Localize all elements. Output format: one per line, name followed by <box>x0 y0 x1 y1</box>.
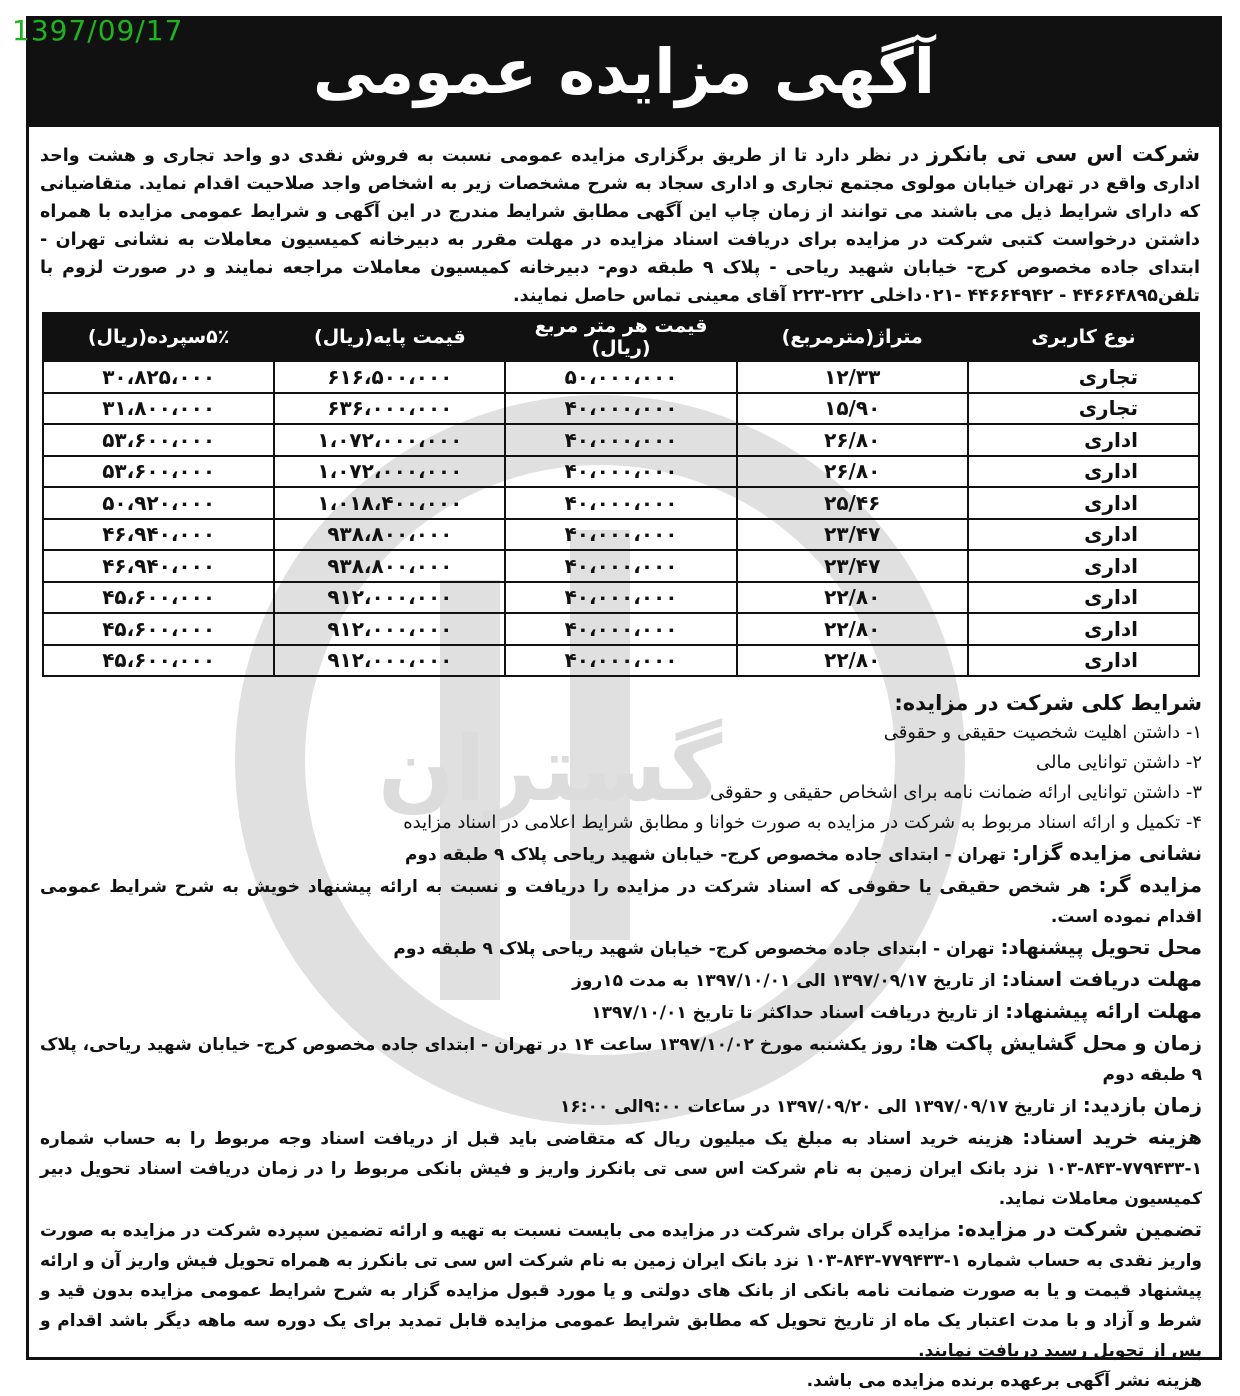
title-banner <box>29 19 1219 127</box>
guarantee-label: تضمین شرکت در مزایده: <box>956 1217 1202 1241</box>
company-name: شرکت اس سی تی بانکرز <box>926 142 1200 166</box>
docs-deadline-text: از تاریخ ۱۳۹۷/۰۹/۱۷ الی ۱۳۹۷/۱۰/۰۱ به مدت ۱۵روز <box>572 971 1002 991</box>
delivery-location <box>40 932 1202 964</box>
table-row <box>43 487 1199 519</box>
watermark-text: گستران <box>377 717 723 822</box>
cell-deposit: ۵۰،۹۲۰،۰۰۰ <box>43 487 274 519</box>
cell-base-price: ۹۱۲،۰۰۰،۰۰۰ <box>274 645 505 677</box>
cell-area: ۲۶/۸۰ <box>737 424 968 456</box>
auction-table <box>42 312 1200 677</box>
docs-fee-label: هزینه خرید اسناد: <box>1022 1125 1202 1149</box>
col-usage-header: نوع کاربری <box>968 313 1199 361</box>
cell-usage: اداری <box>968 645 1199 677</box>
cell-area: ۲۳/۴۷ <box>737 519 968 551</box>
visit-time <box>40 1090 1202 1122</box>
table-row <box>43 361 1199 393</box>
cell-price-per-meter: ۴۰،۰۰۰،۰۰۰ <box>505 393 736 425</box>
cell-area: ۲۲/۸۰ <box>737 613 968 645</box>
cell-deposit: ۴۵،۶۰۰،۰۰۰ <box>43 582 274 614</box>
table-row <box>43 550 1199 582</box>
col-deposit-header: ۵٪سپرده(ریال) <box>43 313 274 361</box>
cell-usage: اداری <box>968 582 1199 614</box>
cell-base-price: ۹۱۲،۰۰۰،۰۰۰ <box>274 613 505 645</box>
condition-item: ۱- داشتن اهلیت شخصیت حقیقی و حقوقی <box>883 722 1202 743</box>
cell-price-per-meter: ۴۰،۰۰۰،۰۰۰ <box>505 550 736 582</box>
opening-label: زمان و محل گشایش پاکت ها: <box>908 1031 1203 1055</box>
condition-item: ۳- داشتن توانایی ارائه ضمانت نامه برای اشخاص حقیقی و حقوقی <box>709 782 1202 803</box>
docs-fee <box>40 1122 1202 1214</box>
cell-base-price: ۱،۰۷۲،۰۰۰،۰۰۰ <box>274 424 505 456</box>
cell-area: ۱۲/۳۳ <box>737 361 968 393</box>
cell-base-price: ۹۳۸،۸۰۰،۰۰۰ <box>274 519 505 551</box>
conditions-heading: شرایط کلی شرکت در مزایده: <box>894 691 1202 715</box>
visit-text: از تاریخ ۱۳۹۷/۰۹/۱۷ الی ۱۳۹۷/۰۹/۲۰ در ساعات ۹:۰۰الی ۱۶:۰۰ <box>559 1097 1083 1117</box>
cell-usage: اداری <box>968 613 1199 645</box>
cell-deposit: ۴۶،۹۴۰،۰۰۰ <box>43 550 274 582</box>
participation-guarantee <box>40 1214 1202 1366</box>
offer-deadline-label: مهلت ارائه پیشنهاد: <box>1005 999 1202 1023</box>
offer-deadline-text: از تاریخ دریافت اسناد حداکثر تا تاریخ ۱۳۹۷/۱۰/۰۱ <box>591 1003 1006 1023</box>
cell-price-per-meter: ۴۰،۰۰۰،۰۰۰ <box>505 613 736 645</box>
table-row <box>43 613 1199 645</box>
cell-area: ۱۵/۹۰ <box>737 393 968 425</box>
cell-price-per-meter: ۴۰،۰۰۰،۰۰۰ <box>505 645 736 677</box>
cell-usage: اداری <box>968 519 1199 551</box>
delivery-label: محل تحویل پیشنهاد: <box>1000 935 1202 959</box>
cell-base-price: ۶۳۶،۰۰۰،۰۰۰ <box>274 393 505 425</box>
publish-fee: هزینه نشر آگهی برعهده برنده مزایده می باشد. <box>806 1371 1202 1391</box>
docs-fee-text: هزینه خرید اسناد به مبلغ یک میلیون ریال که متقاضی باید قبل از دریافت اسناد وجه مربوط را به حساب شماره ۱-۷۷۹۴۳۳-۸۴۳-۱۰۳ نزد بانک ایران زمین به نام شرکت اس سی تی بانکرز واریز و فیش بانکی مربوط را در زمان دریافت اسناد تحویل دبیر کمیسیون معاملات نماید. <box>40 1129 1202 1209</box>
table-row <box>43 519 1199 551</box>
cell-area: ۲۶/۸۰ <box>737 456 968 488</box>
docs-deadline <box>40 964 1202 996</box>
cell-deposit: ۵۳،۶۰۰،۰۰۰ <box>43 424 274 456</box>
col-price-per-meter-header: قیمت هر متر مربع (ریال) <box>505 313 736 361</box>
cell-area: ۲۳/۴۷ <box>737 550 968 582</box>
address-text: تهران - ابتدای جاده مخصوص کرج- خیابان شهید ریاحی پلاک ۹ طبقه دوم <box>404 845 1012 865</box>
condition-item: ۲- داشتن توانایی مالی <box>1036 752 1202 773</box>
col-area-header: متراژ(مترمربع) <box>737 313 968 361</box>
table-row <box>43 424 1199 456</box>
cell-base-price: ۱،۰۷۲،۰۰۰،۰۰۰ <box>274 456 505 488</box>
guarantee-text: مزایده گران برای شرکت در مزایده می بایست نسبت به تهیه و ارائه تضمین سپرده شرکت در مزایده به صورت واریز نقدی به حساب شماره ۱-۷۷۹۴۳۳-۸۴۳-۱۰۳ نزد بانک ایران زمین به نام شرکت اس سی تی بانکرز به همراه تحویل فیش واریز آن و ارائه پیشنهاد قیمت و یا به صورت ضمانت نامه بانکی از بانک های دولتی و یا مورد قبول مزایده گزار به شرح شرایط عمومی مزایده بدون قید و شرط و آزاد و با مدت اعتبار یک ماه از تاریخ تحویل که مطابق شرایط عمومی مزایده قابل تمدید برای یک دوره سه ماهه دیگر باشد اقدام و پس از تحویل رسید دریافت نمایند. <box>40 1221 1202 1361</box>
cell-deposit: ۴۶،۹۴۰،۰۰۰ <box>43 519 274 551</box>
page-title: آگهی مزایده عمومی <box>313 35 935 108</box>
cell-base-price: ۶۱۶،۵۰۰،۰۰۰ <box>274 361 505 393</box>
delivery-text: تهران - ابتدای جاده مخصوص کرج- خیابان شهید ریاحی پلاک ۹ طبقه دوم <box>393 939 1001 959</box>
table-row <box>43 645 1199 677</box>
visit-label: زمان بازدید: <box>1082 1093 1202 1117</box>
intro-paragraph <box>40 140 1200 310</box>
cell-usage: اداری <box>968 424 1199 456</box>
table-row <box>43 393 1199 425</box>
col-base-price-header: قیمت پایه(ریال) <box>274 313 505 361</box>
condition-item: ۴- تکمیل و ارائه اسناد مربوط به شرکت در مزایده به صورت خوانا و مطابق شرایط اعلامی در اسناد مزایده <box>403 812 1202 833</box>
address-label: نشانی مزایده گزار: <box>1011 841 1202 865</box>
cell-deposit: ۳۰،۸۲۵،۰۰۰ <box>43 361 274 393</box>
table-row <box>43 582 1199 614</box>
cell-price-per-meter: ۴۰،۰۰۰،۰۰۰ <box>505 487 736 519</box>
offer-deadline <box>40 996 1202 1028</box>
table-header-row <box>43 313 1199 361</box>
conditions-section <box>40 688 1202 1396</box>
docs-deadline-label: مهلت دریافت اسناد: <box>1001 967 1202 991</box>
intro-text: در نظر دارد تا از طریق برگزاری مزایده عمومی نسبت به فروش نقدی دو واحد تجاری و هشت واحد اداری واقع در تهران خیابان مولوی مجتمع تجاری و اداری سجاد به شرح مشخصات زیر به اشخاص واجد صلاحیت اقدام نماید. متقاضیانی که دارای شرایط ذیل می باشند می توانند از زمان چاپ این آگهی مطابق شرایط مندرج در این آگهی و شرایط عمومی مزایده با همراه داشتن درخواست کتبی شرکت در مزایده برای دریافت اسناد مزایده در مهلت مقرر به دبیرخانه کمیسیون معاملات به نشانی تهران - ابتدای جاده مخصوص کرج- خیابان شهید ریاحی - پلاک ۹ طبقه دوم- دبیرخانه کمیسیون معاملات مراجعه نمایند و در صورت لزوم با تلفن۴۴۶۶۴۸۹۵ - ۴۴۶۶۴۹۴۲ -۰۲۱داخلی ۲۲۲-۲۲۳ آقای معینی تماس حاصل نمایند. <box>40 146 1201 306</box>
cell-deposit: ۳۱،۸۰۰،۰۰۰ <box>43 393 274 425</box>
cell-deposit: ۴۵،۶۰۰،۰۰۰ <box>43 613 274 645</box>
cell-usage: اداری <box>968 456 1199 488</box>
table-row <box>43 456 1199 488</box>
cell-price-per-meter: ۴۰،۰۰۰،۰۰۰ <box>505 582 736 614</box>
cell-deposit: ۵۳،۶۰۰،۰۰۰ <box>43 456 274 488</box>
cell-area: ۲۲/۸۰ <box>737 582 968 614</box>
cell-deposit: ۴۵،۶۰۰،۰۰۰ <box>43 645 274 677</box>
cell-area: ۲۲/۸۰ <box>737 645 968 677</box>
opening-text: روز یکشنبه مورخ ۱۳۹۷/۱۰/۰۲ ساعت ۱۴ در تهران - ابتدای جاده مخصوص کرج- خیابان شهید ریاحی، پلاک ۹ طبقه دوم <box>40 1035 1202 1085</box>
cell-price-per-meter: ۴۰،۰۰۰،۰۰۰ <box>505 456 736 488</box>
opening-time-place <box>40 1028 1202 1090</box>
cell-usage: تجاری <box>968 393 1199 425</box>
bidder-definition <box>40 870 1202 932</box>
cell-price-per-meter: ۵۰،۰۰۰،۰۰۰ <box>505 361 736 393</box>
cell-base-price: ۱،۰۱۸،۴۰۰،۰۰۰ <box>274 487 505 519</box>
cell-base-price: ۹۱۲،۰۰۰،۰۰۰ <box>274 582 505 614</box>
cell-area: ۲۵/۴۶ <box>737 487 968 519</box>
cell-usage: اداری <box>968 550 1199 582</box>
auctioneer-address <box>40 838 1202 870</box>
date-stamp: 1397/09/17 <box>12 14 184 47</box>
cell-base-price: ۹۳۸،۸۰۰،۰۰۰ <box>274 550 505 582</box>
cell-price-per-meter: ۴۰،۰۰۰،۰۰۰ <box>505 424 736 456</box>
cell-price-per-meter: ۴۰،۰۰۰،۰۰۰ <box>505 519 736 551</box>
cell-usage: تجاری <box>968 361 1199 393</box>
bidder-text: هر شخص حقیقی یا حقوقی که اسناد شرکت در مزایده را دریافت و نسبت به ارائه پیشنهاد خویش به شرح شرایط عمومی اقدام نموده است. <box>40 877 1202 927</box>
cell-usage: اداری <box>968 487 1199 519</box>
bidder-label: مزایده گر: <box>1098 873 1202 897</box>
